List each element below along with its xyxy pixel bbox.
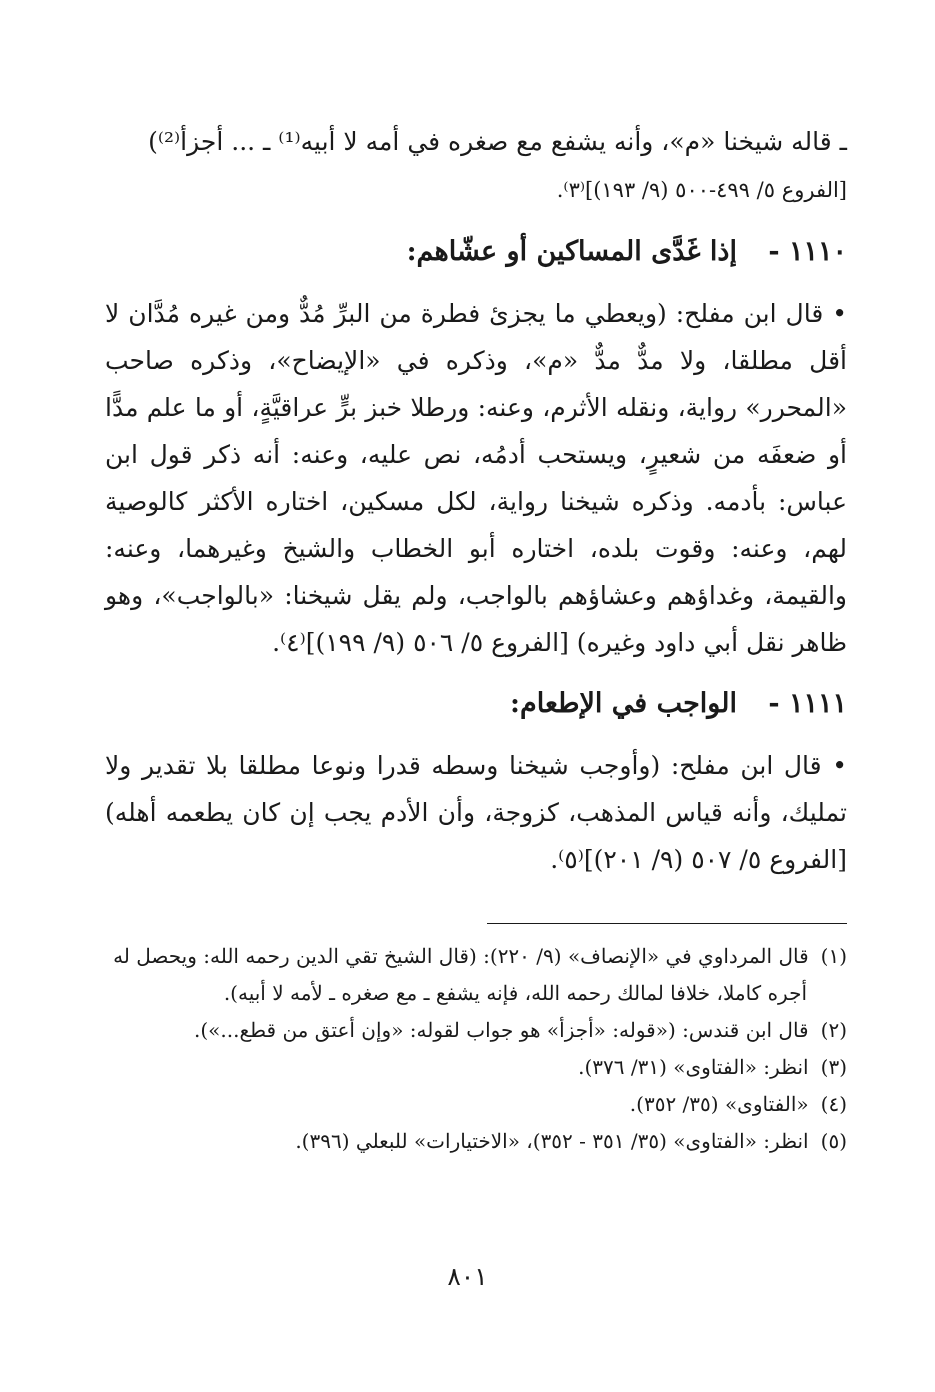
footnote-2 xyxy=(105,1012,847,1049)
footnote-number: (٣) xyxy=(820,1055,847,1079)
footnotes xyxy=(105,938,847,1160)
section-body-1110: • قال ابن مفلح: (ويعطي ما يجزئ فطرة من البرِّ مُدٌّ ومن غيره مُدَّان لا أقل مطلقا، ولا مدٌّ مدٌّ «م»، وذكره في «الإيضاح»، وذكره صاحب «المحرر» رواية، ونقله الأثرم، وعنه: ورطلا خبز برٍّ عراقيَّةٍ، أو ما علم مدًّا أو ضعفَه من شعيرٍ، ويستحب أدمُه، نص عليه، وعنه: أنه ذكر قول ابن عباس: بأدمه. وذكره شيخنا رواية، لكل مسكين، اختاره الأكثر كالوصية لهم، وعنه: وقوت بلده، اختاره أبو الخطاب والشيخ وغيرهما، وعنه: والقيمة، وغداؤهم وعشاؤهم بالواجب، ولم يقل شيخنا: «بالواجب»، وهو ظاهر نقل أبي داود وغيره) [الفروع ٥/ ٥٠٦ (٩/ ١٩٩)]⁽٤⁾. xyxy=(105,299,847,657)
footnote-3 xyxy=(105,1049,847,1086)
footnote-4 xyxy=(105,1086,847,1123)
footnote-text: قال ابن قندس: («قوله: «أجزأ» هو جواب لقوله: «وإن أعتق من قطع...»). xyxy=(194,1018,809,1042)
page-number: ٨٠١ xyxy=(447,1262,488,1291)
footnote-5 xyxy=(105,1123,847,1160)
intro-line-1: ـ قاله شيخنا «م»، وأنه يشفع مع صغره في أمه لا أبيه⁽¹⁾ ـ ... أجزأ⁽²⁾) xyxy=(148,127,847,156)
section-body-1111: • قال ابن مفلح: (وأوجب شيخنا وسطه قدرا ونوعا مطلقا بلا تقدير ولا تمليك، وأنه قياس المذهب، كزوجة، وأن الأدم يجب إن كان يطعمه أهله) [الفروع ٥/ ٥٠٧ (٩/ ٢٠١)]⁽٥⁾. xyxy=(105,751,847,874)
footnote-text: «الفتاوى» (٣٥/ ٣٥٢). xyxy=(629,1092,809,1116)
section-heading-1110 xyxy=(105,228,847,276)
footnote-separator xyxy=(487,923,847,924)
section-title: الواجب في الإطعام: xyxy=(510,688,737,719)
footnote-number: (٥) xyxy=(820,1129,847,1153)
section-number: ١١١٠ - xyxy=(768,236,847,267)
footnote-number: (١) xyxy=(820,944,847,968)
section-title: إذا غَدَّى المساكين أو عشّاهم: xyxy=(406,236,737,267)
section-heading-1111 xyxy=(105,680,847,728)
footnote-text: قال المرداوي في «الإنصاف» (٩/ ٢٢٠): (قال الشيخ تقي الدين رحمه الله: ويحصل له xyxy=(113,944,809,968)
section-number: ١١١١ - xyxy=(768,688,847,719)
footnote-number: (٢) xyxy=(820,1018,847,1042)
footnote-continuation: أجره كاملا، خلافا لمالك رحمه الله، فإنه يشفع ـ مع صغره ـ لأمه لا أبيه). xyxy=(223,981,807,1005)
footnote-1 xyxy=(105,938,847,1012)
intro-paragraph xyxy=(105,118,847,214)
footnote-number: (٤) xyxy=(820,1092,847,1116)
footnote-text: انظر: «الفتاوى» (٣٥/ ٣٥١ - ٣٥٢)، «الاختيارات» للبعلي (٣٩٦). xyxy=(295,1129,809,1153)
intro-line-2: [الفروع ٥/ ٤٩٩-٥٠٠ (٩/ ١٩٣)]⁽٣⁾. xyxy=(556,178,847,202)
footnote-text: انظر: «الفتاوى» (٣١/ ٣٧٦). xyxy=(578,1055,809,1079)
